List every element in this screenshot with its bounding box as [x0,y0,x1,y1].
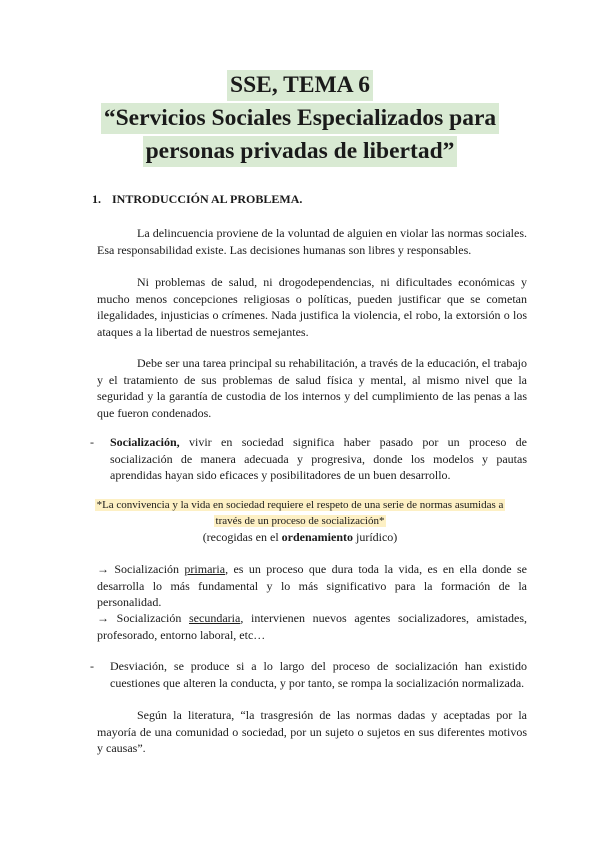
socializacion-primaria: → Socialización primaria, es un proceso que dura toda la vida, es en ella donde se desarrolla lo más fundamental y lo más significativo para la formación de la personalidad. [97,562,527,609]
bullet-term: Socialización, [110,435,180,449]
bullet-dash: - [90,435,94,449]
note-line-3: (recogidas en el ordenamiento jurídico) [202,530,398,544]
paragraph-final: Según la literatura, “la trasgresión de las normas dadas y aceptadas por la mayoría de una comunidad o sociedad, por un sujeto o sujetos en sus diferentes motivos y causas”. [97,708,527,755]
paragraph-3: Debe ser una tarea principal su rehabilitación, a través de la educación, el trabajo y el tratamiento de sus problemas de salud física y mental, al mismo nivel que la seguridad y la garantía de custodia de los internos y del cumplimiento de las penas a las que fueron condenados. [97,356,527,420]
section-number: 1. [92,192,101,206]
socializacion-secundaria: → Socialización secundaria, intervienen nuevos agentes socializadores, amistades, profesorado, entorno laboral, etc… [97,611,527,642]
section-title: INTRODUCCIÓN AL PROBLEMA. [112,192,303,206]
paragraph-1: La delincuencia proviene de la voluntad de alguien en violar las normas sociales. Esa responsabilidad existe. Las decisiones humanas son libres y responsables. [97,226,527,257]
note-line-1: *La convivencia y la vida en sociedad requiere el respeto de una serie de normas asumidas a [96,499,504,511]
title-line-2: “Servicios Sociales Especializados para [101,103,499,134]
title-line-3: personas privadas de libertad” [143,136,458,167]
bullet-socializacion [90,434,527,484]
title-line-1: SSE, TEMA 6 [227,70,373,101]
bullet-text: vivir en sociedad significa haber pasado por un proceso de socialización de manera adecuada y progresiva, donde los modelos y pautas aprendidas hayan sido eficaces y posibilitadores de un buen desarrollo. [110,435,527,482]
bullet-desviacion [90,658,527,691]
paragraph-2: Ni problemas de salud, ni drogodependencias, ni dificultades económicas y mucho menos concepciones religiosas o políticas, pueden justificar que se cometan ilegalidades, injusticias o crímenes. Nada justifica la violencia, el robo, la extorsión o los ataques a la libertad de nuestros semejantes. [97,275,527,339]
bullet-dash: - [90,659,94,673]
section-heading [92,192,302,207]
term-secundaria: secundaria [189,611,241,625]
arrow-icon: → [97,611,109,625]
title-block [0,70,600,169]
arrow-icon: → [97,562,109,576]
note-line-2: través de un proceso de socialización* [215,515,385,527]
bullet-text: Desviación, se produce si a lo largo del proceso de socialización han existido cuestiones que alteren la conducta, y por tanto, se rompa la socialización normalizada. [110,659,527,690]
term-primaria: primaria [184,562,226,576]
highlight-note [0,497,600,545]
